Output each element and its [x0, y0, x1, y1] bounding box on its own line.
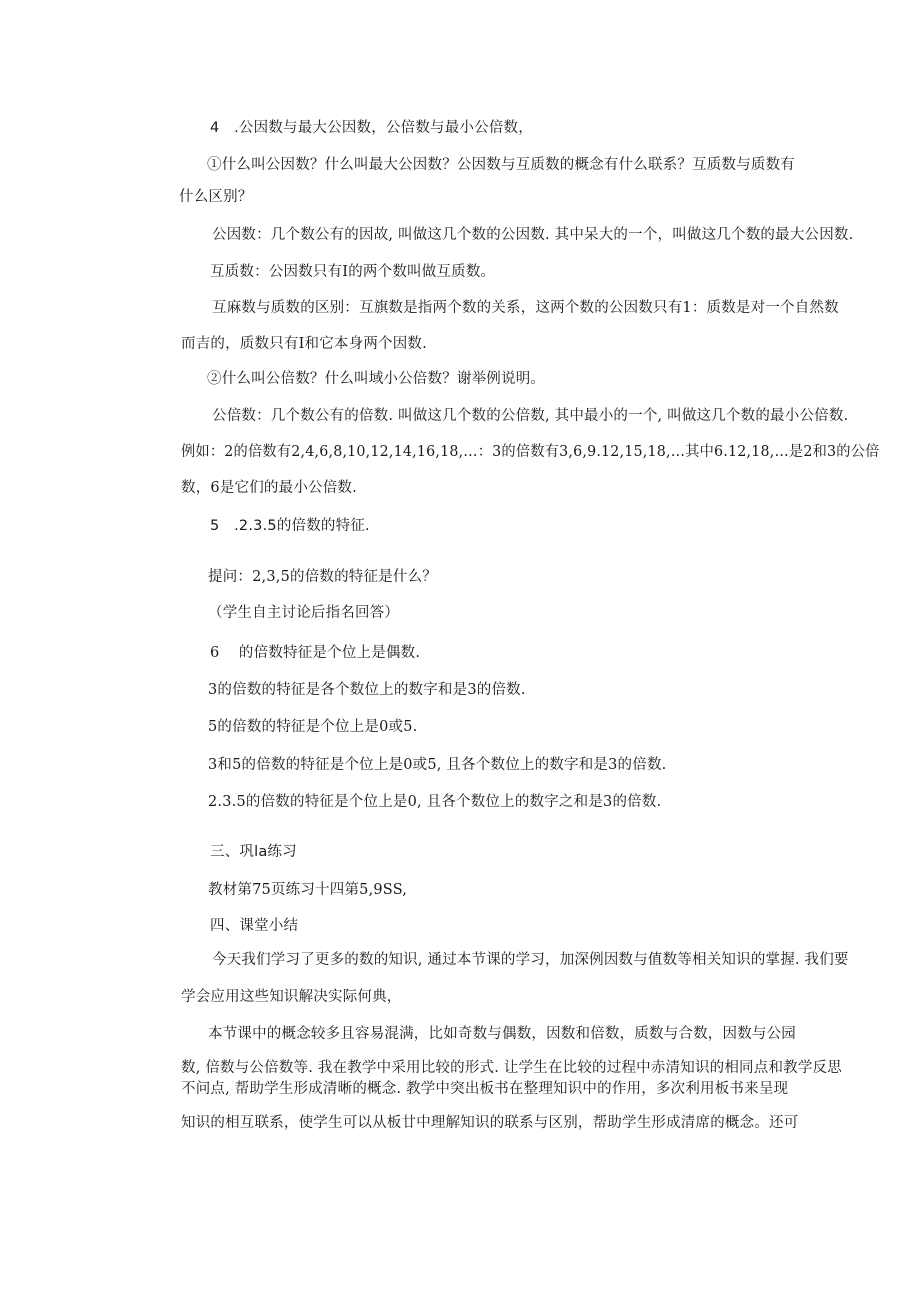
summary-paragraph-2-line-1: 本节课中的概念较多且容易混满，比如奇数与偶数，因数和倍数，质数与合数，因数与公园	[208, 1026, 796, 1042]
question-1-line-2: 什么区别？	[179, 189, 253, 205]
rule-multiple-of-5: 5的倍数的特征是个位上是0或5.	[208, 719, 418, 735]
summary-paragraph-2-line-2: 数, 倍数与公倍数等. 我在教学中采用比较的形式. 让学生在比较的过程中赤清知识的相同点和教学反思	[181, 1060, 842, 1076]
section-4-title: 4 .公因数与最大公因数，公倍数与最小公倍数，	[210, 120, 533, 136]
example-line-1: 例如：2的倍数有2,4,6,8,10,12,14,16,18,…：3的倍数有3,6,9.12,15,18,…其中6.12,18,…是2和3的公倍	[181, 444, 880, 460]
rule-multiple-of-3: 3的倍数的特征是各个数位上的数字和是3的倍数.	[208, 682, 526, 698]
common-factor-definition: 公因数：几个数公有的因故, 叫做这几个数的公因数. 其中呆大的一个，叫做这几个数的最大公因数.	[212, 227, 854, 243]
section-5-note: （学生自主讨论后指名回答）	[208, 605, 400, 621]
rule-multiple-of-2-3-5: 2.3.5的倍数的特征是个位上是0, 且各个数位上的数字之和是3的倍数.	[208, 794, 662, 810]
question-1-line-1: ①什么叫公因数？什么叫最大公因数？公因数与互质数的概念有什么联系？互质数与质数有	[207, 157, 795, 173]
coprime-definition: 互质数：公因数只有I的两个数叫做互质数。	[210, 264, 496, 280]
question-2: ②什么叫公倍数？什么叫域小公倍数？谢举例说明。	[207, 371, 546, 387]
coprime-prime-difference-line-1: 互麻数与质数的区别：互旗数是指两个数的关系，这两个数的公因数只有1：质数是对一个自然数	[212, 300, 839, 316]
rule-multiple-of-2: 6 的倍数特征是个位上是偶数.	[210, 645, 421, 661]
summary-heading: 四、课堂小结	[210, 918, 299, 934]
practice-content: 教材第75页练习十四第5,9SS,	[208, 882, 408, 898]
common-multiple-definition: 公倍数：几个数公有的倍数. 叫做这几个数的公倍数, 其中最小的一个, 叫做这几个数的最小公倍数.	[212, 408, 849, 424]
coprime-prime-difference-line-2: 而吉的，质数只有I和它本身两个因数.	[181, 336, 427, 352]
section-5-title: 5 .2.3.5的倍数的特征.	[210, 518, 370, 534]
summary-paragraph-2-line-3: 不问点, 帮助学生形成清晰的概念. 教学中突出板书在整理知识中的作用，多次利用板书来呈现	[181, 1081, 789, 1097]
summary-paragraph-2-line-4: 知识的相互联系，使学生可以从板廿中理解知识的联系与区别，帮助学生形成清席的概念。还可	[181, 1115, 799, 1131]
summary-paragraph-1-line-1: 今天我们学习了更多的数的知识, 通过本节课的学习，加深例因数与值数等相关知识的掌握. 我们要	[212, 952, 849, 968]
section-5-question: 提问：2,3,5的倍数的特征是什么？	[208, 569, 437, 585]
example-line-2: 数，6是它们的最小公倍数.	[181, 480, 357, 496]
summary-paragraph-1-line-2: 学会应用这些知识解决实际何典，	[181, 989, 402, 1005]
practice-heading: 三、巩la练习	[210, 844, 297, 860]
rule-multiple-of-3-and-5: 3和5的倍数的特征是个位上是0或5, 且各个数位上的数字和是3的倍数.	[208, 757, 667, 773]
